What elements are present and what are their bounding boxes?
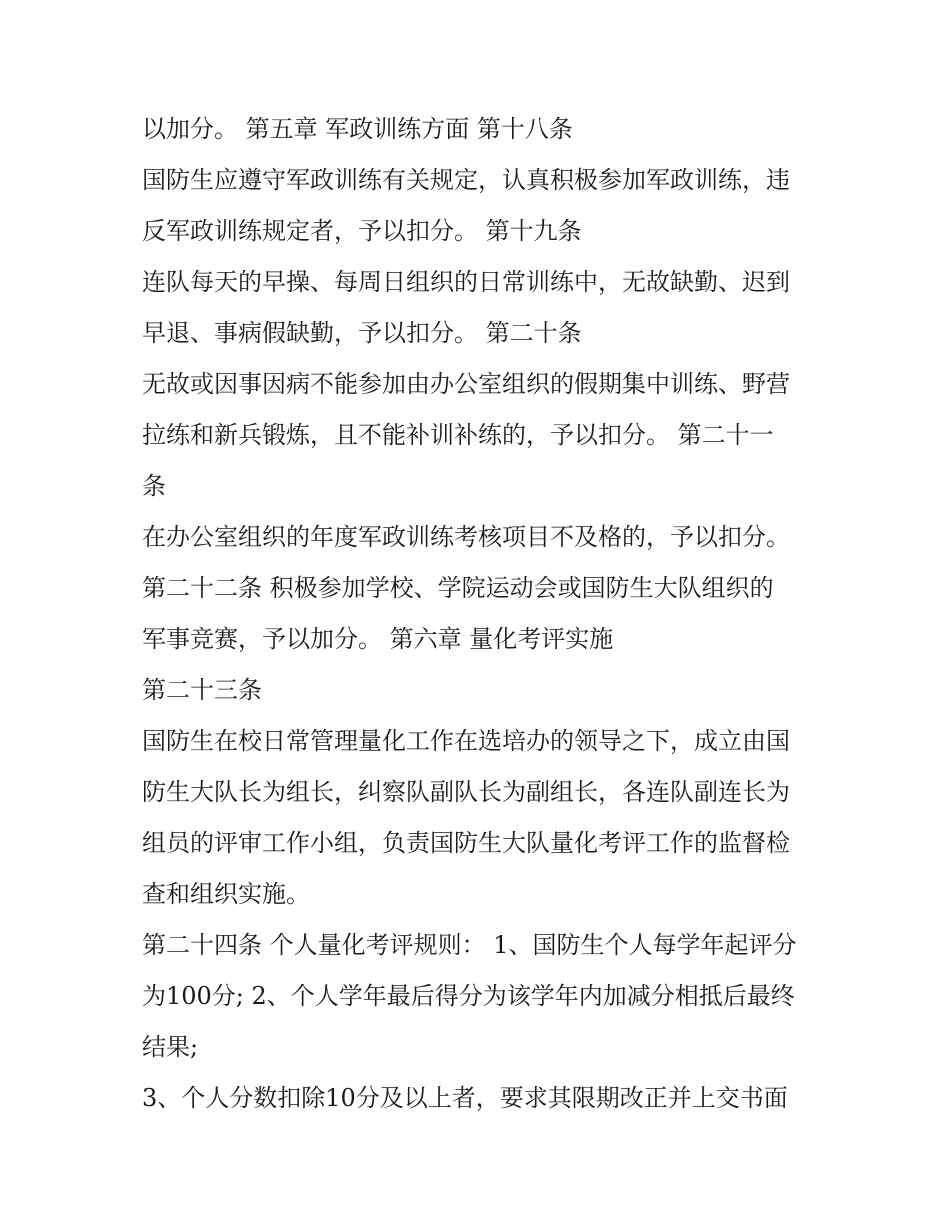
text-line: 条 xyxy=(142,472,166,500)
text-line: 无故或因事因病不能参加由办公室组织的假期集中训练、野营 xyxy=(142,370,790,398)
text-line: 连队每天的早操、每周日组织的日常训练中，无故缺勤、迟到 xyxy=(142,268,790,296)
text-line: 第二十三条 xyxy=(142,676,262,704)
text-line: 第二十四条 个人量化考评规则： 1、国防生个人每学年起评分 xyxy=(142,931,797,959)
text-line: 为100分; 2、个人学年最后得分为该学年内加减分相抵后最终 xyxy=(142,982,795,1010)
text-line: 防生大队长为组长，纠察队副队长为副组长，各连队副连长为 xyxy=(142,778,790,806)
text-line: 军事竞赛，予以加分。 第六章 量化考评实施 xyxy=(142,625,614,653)
text-line: 3、个人分数扣除10分及以上者，要求其限期改正并上交书面 xyxy=(142,1084,788,1112)
text-line: 国防生应遵守军政训练有关规定，认真积极参加军政训练，违 xyxy=(142,166,790,194)
document-body xyxy=(142,107,822,1127)
text-line: 反军政训练规定者，予以扣分。 第十九条 xyxy=(142,217,582,245)
text-line: 早退、事病假缺勤，予以扣分。 第二十条 xyxy=(142,319,582,347)
text-line: 第二十二条 积极参加学校、学院运动会或国防生大队组织的 xyxy=(142,574,774,602)
text-line: 拉练和新兵锻炼，且不能补训补练的，予以扣分。 第二十一 xyxy=(142,421,774,449)
text-line: 结果; xyxy=(142,1033,199,1061)
text-line: 国防生在校日常管理量化工作在选培办的领导之下，成立由国 xyxy=(142,727,790,755)
text-line: 在办公室组织的年度军政训练考核项目不及格的，予以扣分。 xyxy=(142,523,790,551)
text-line: 组员的评审工作小组，负责国防生大队量化考评工作的监督检 xyxy=(142,829,790,857)
text-line: 查和组织实施。 xyxy=(142,880,310,908)
text-line: 以加分。 第五章 军政训练方面 第十八条 xyxy=(142,115,573,143)
